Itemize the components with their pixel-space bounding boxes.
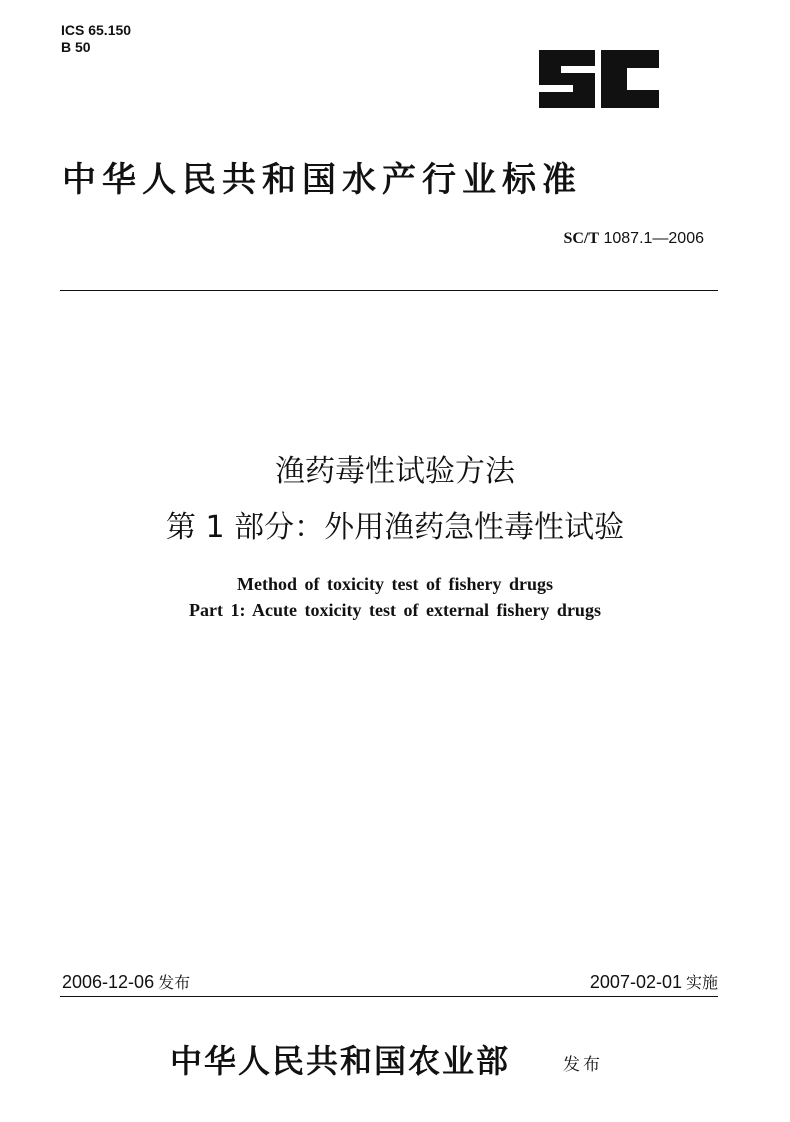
implement-date: 2007-02-01 <box>589 972 682 992</box>
standard-number-prefix: SC/T <box>563 230 600 247</box>
issue-label: 发布 <box>158 973 191 992</box>
issue-date-block <box>62 970 190 993</box>
standard-number-value: 1087.1—2006 <box>603 230 704 247</box>
ccs-code: B 50 <box>61 39 91 55</box>
cn-title-line-2: 第 1 部分：外用渔药急性毒性试验 <box>165 510 625 545</box>
logo-letter-s <box>539 50 595 108</box>
ics-code: ICS 65.150 <box>61 22 132 38</box>
cn-title-line-1: 渔药毒性试验方法 <box>275 454 515 489</box>
en-title-line-1: Method of toxicity test of fishery drugs <box>237 574 553 594</box>
sc-logo <box>535 44 663 114</box>
header-divider <box>60 290 718 291</box>
issuer-name: 中华人民共和国农业部 <box>170 1042 511 1080</box>
standard-category-title: 中华人民共和国水产行业标准 <box>62 160 582 200</box>
issue-date: 2006-12-06 <box>62 972 155 992</box>
standard-number <box>563 230 704 248</box>
implement-date-block <box>590 970 718 993</box>
implement-label: 实施 <box>685 973 718 992</box>
issuer-suffix: 发布 <box>563 1055 603 1075</box>
classification-codes <box>61 22 131 56</box>
logo-letter-c <box>601 50 659 108</box>
footer-divider <box>60 996 718 997</box>
en-title-line-2: Part 1: Acute toxicity test of external fishery drugs <box>189 600 601 620</box>
